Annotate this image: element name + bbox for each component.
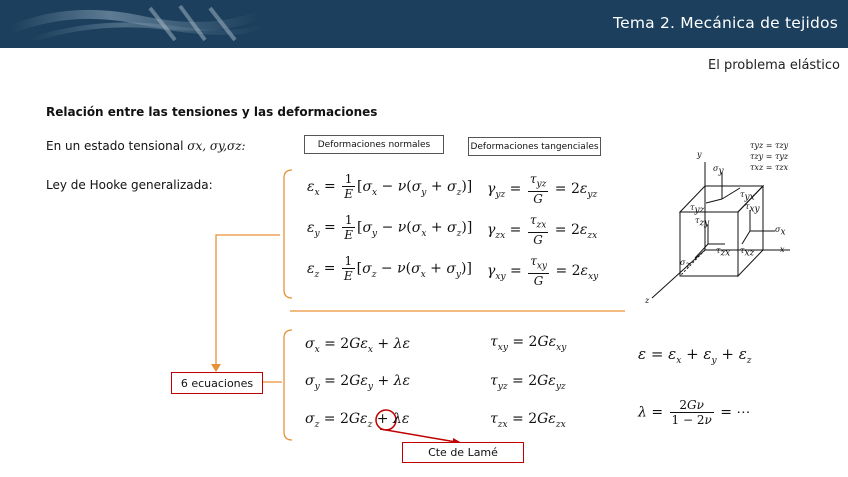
axis-label-z: z (645, 296, 650, 305)
eq-sigma-z: $\sigma_z = 2G\varepsilon_z + \lambda\varepsilon$ (305, 411, 410, 430)
label-tau-xy: $\tau_{xy}$ (745, 202, 760, 215)
axis-label-x: x (780, 245, 785, 254)
eq-tau-xy: $\tau_{xy} = 2G\varepsilon_{xy}$ (490, 334, 567, 353)
eq-gamma-yz: $\gamma_{yz}$ = $\frac{\tau_{yz}}{G}$ = $2\varepsilon_{yz}$ (487, 172, 598, 207)
eq-tau-yz: $\tau_{yz} = 2G\varepsilon_{yz}$ (490, 373, 566, 392)
eq-epsilon-z: $\varepsilon_z$ = $\frac{1}{E}$ $[\sigma_z - \nu(\sigma_x + \sigma_y)]$ (307, 254, 472, 283)
shear-relation: τxz = τzx (750, 163, 789, 172)
label-tau-xz: $\tau_{xz}$ (740, 246, 755, 259)
shear-relation: τyz = τzy (750, 141, 789, 150)
label-sigma-z: $\sigma_z$ (680, 258, 691, 271)
label-tau-zy: $\tau_{zy}$ (695, 216, 710, 229)
slide-subtitle: El problema elástico (707, 58, 840, 73)
header-title: Tema 2. Mecánica de tejidos (613, 14, 838, 32)
eq-volumetric-strain: $\varepsilon = \varepsilon_x + \varepsilon_y + \varepsilon_z$ (638, 345, 752, 366)
tau-xz-arrow (742, 231, 750, 244)
eq-epsilon-y: $\varepsilon_y$ = $\frac{1}{E}$ $[\sigma_y - \nu(\sigma_x + \sigma_z)]$ (307, 213, 473, 242)
sigma-z-arrow (695, 244, 708, 258)
hooke-label: Ley de Hooke generalizada: (46, 178, 213, 192)
eq-gamma-xy: $\gamma_{xy}$ = $\frac{\tau_{xy}}{G}$ = $2\varepsilon_{xy}$ (487, 254, 599, 289)
shear-relation: τzy = τyz (750, 152, 789, 161)
tau-yz-arrow (706, 199, 722, 203)
intro-prefix: En un estado tensional (46, 139, 184, 153)
label-tau-yz: $\tau_{yz}$ (690, 203, 705, 216)
lame-constant-box: Cte de Lamé (402, 442, 524, 463)
normal-deformations-box: Deformaciones normales (304, 135, 444, 154)
tau-yx-arrow (722, 188, 740, 199)
eq-lambda: λ = $\frac{2G\nu}{1 - 2\nu}$ = ⋯ (638, 398, 751, 427)
axis-label-y: y (697, 150, 702, 159)
tangential-deformations-box: Deformaciones tangenciales (468, 137, 601, 156)
intro-vars: σx, σy,σz: (187, 139, 246, 153)
eq-sigma-y: $\sigma_y = 2G\varepsilon_y + \lambda\varepsilon$ (305, 373, 411, 392)
eq-sigma-x: $\sigma_x = 2G\varepsilon_x + \lambda\varepsilon$ (305, 336, 410, 355)
eq-epsilon-x: $\varepsilon_x$ = $\frac{1}{E}$ $[\sigma_x - \nu(\sigma_y + \sigma_z)]$ (307, 172, 473, 201)
section-heading: Relación entre las tensiones y las deformaciones (46, 105, 378, 119)
z-axis (652, 250, 705, 298)
label-tau-yx: $\tau_{yx}$ (740, 190, 755, 203)
label-sigma-x: $\sigma_x$ (775, 225, 786, 238)
eq-tau-zx: $\tau_{zx} = 2G\varepsilon_{zx}$ (490, 411, 566, 430)
label-sigma-y: $\sigma_y$ (713, 164, 724, 177)
shear-relations (750, 140, 788, 173)
eq-gamma-zx: $\gamma_{zx}$ = $\frac{\tau_{zx}}{G}$ = $2\varepsilon_{zx}$ (487, 213, 598, 248)
equations-count-box: 6 ecuaciones (171, 372, 263, 394)
label-tau-zx: $\tau_{zx}$ (716, 246, 731, 259)
